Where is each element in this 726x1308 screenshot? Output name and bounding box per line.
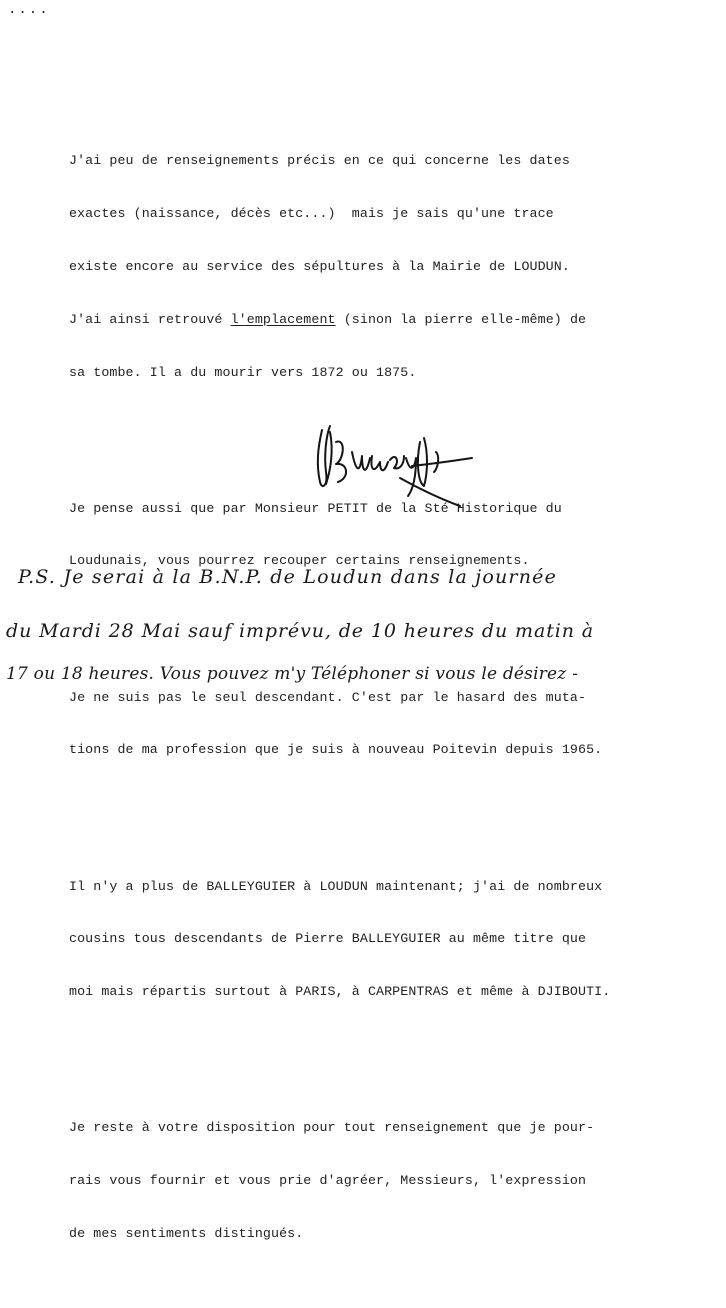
letter-line: moi mais répartis surtout à PARIS, à CARPENTRAS et même à DJIBOUTI. bbox=[69, 984, 611, 1000]
letter-line: exactes (naissance, décès etc...) mais je sais qu'une trace bbox=[69, 206, 554, 222]
letter-line: Je ne suis pas le seul descendant. C'est par le hasard des muta- bbox=[69, 689, 587, 705]
paragraph-closing bbox=[69, 1084, 726, 1278]
letter-line: de mes sentiments distingués. bbox=[69, 1225, 304, 1241]
header-marks: .... bbox=[8, 2, 50, 18]
letter-line: Loudunais, vous pourrez recouper certains renseignements. bbox=[69, 553, 530, 569]
letter-line: Je reste à votre disposition pour tout renseignement que je pour- bbox=[69, 1120, 595, 1136]
letter-line: rais vous fournir et vous prie d'agréer, Messieurs, l'expression bbox=[69, 1173, 587, 1189]
postscript-line: 17 ou 18 heures. Vous pouvez m'y Téléphoner si vous le désirez - bbox=[6, 664, 579, 684]
underlined-word: l'emplacement bbox=[230, 311, 336, 327]
letter-line: Il n'y a plus de BALLEYGUIER à LOUDUN maintenant; j'ai de nombreux bbox=[69, 878, 603, 894]
line-suffix: (sinon la pierre elle-même) de bbox=[335, 311, 587, 327]
letter-line: cousins tous descendants de Pierre BALLEYGUIER au même titre que bbox=[69, 931, 587, 947]
letter-line: Je pense aussi que par Monsieur PETIT de la Sté Historique du bbox=[69, 500, 562, 516]
letter-body bbox=[69, 82, 726, 1308]
handwritten-signature bbox=[300, 412, 490, 512]
letter-line: sa tombe. Il a du mourir vers 1872 ou 1875. bbox=[69, 364, 417, 380]
letter-line: tions de ma profession que je suis à nouveau Poitevin depuis 1965. bbox=[69, 742, 603, 758]
postscript-line: du Mardi 28 Mai sauf imprévu, de 10 heures du matin à bbox=[6, 620, 595, 642]
paragraph-records bbox=[69, 117, 726, 416]
postscript-line: P.S. Je serai à la B.N.P. de Loudun dans la journée bbox=[18, 566, 558, 588]
paragraph-cousins bbox=[69, 842, 726, 1036]
line-prefix: J'ai ainsi retrouvé bbox=[69, 311, 231, 327]
letter-line-emphasis bbox=[69, 311, 726, 329]
letter-line: J'ai peu de renseignements précis en ce qui concerne les dates bbox=[69, 153, 570, 169]
letter-line: existe encore au service des sépultures à la Mairie de LOUDUN. bbox=[69, 258, 570, 274]
